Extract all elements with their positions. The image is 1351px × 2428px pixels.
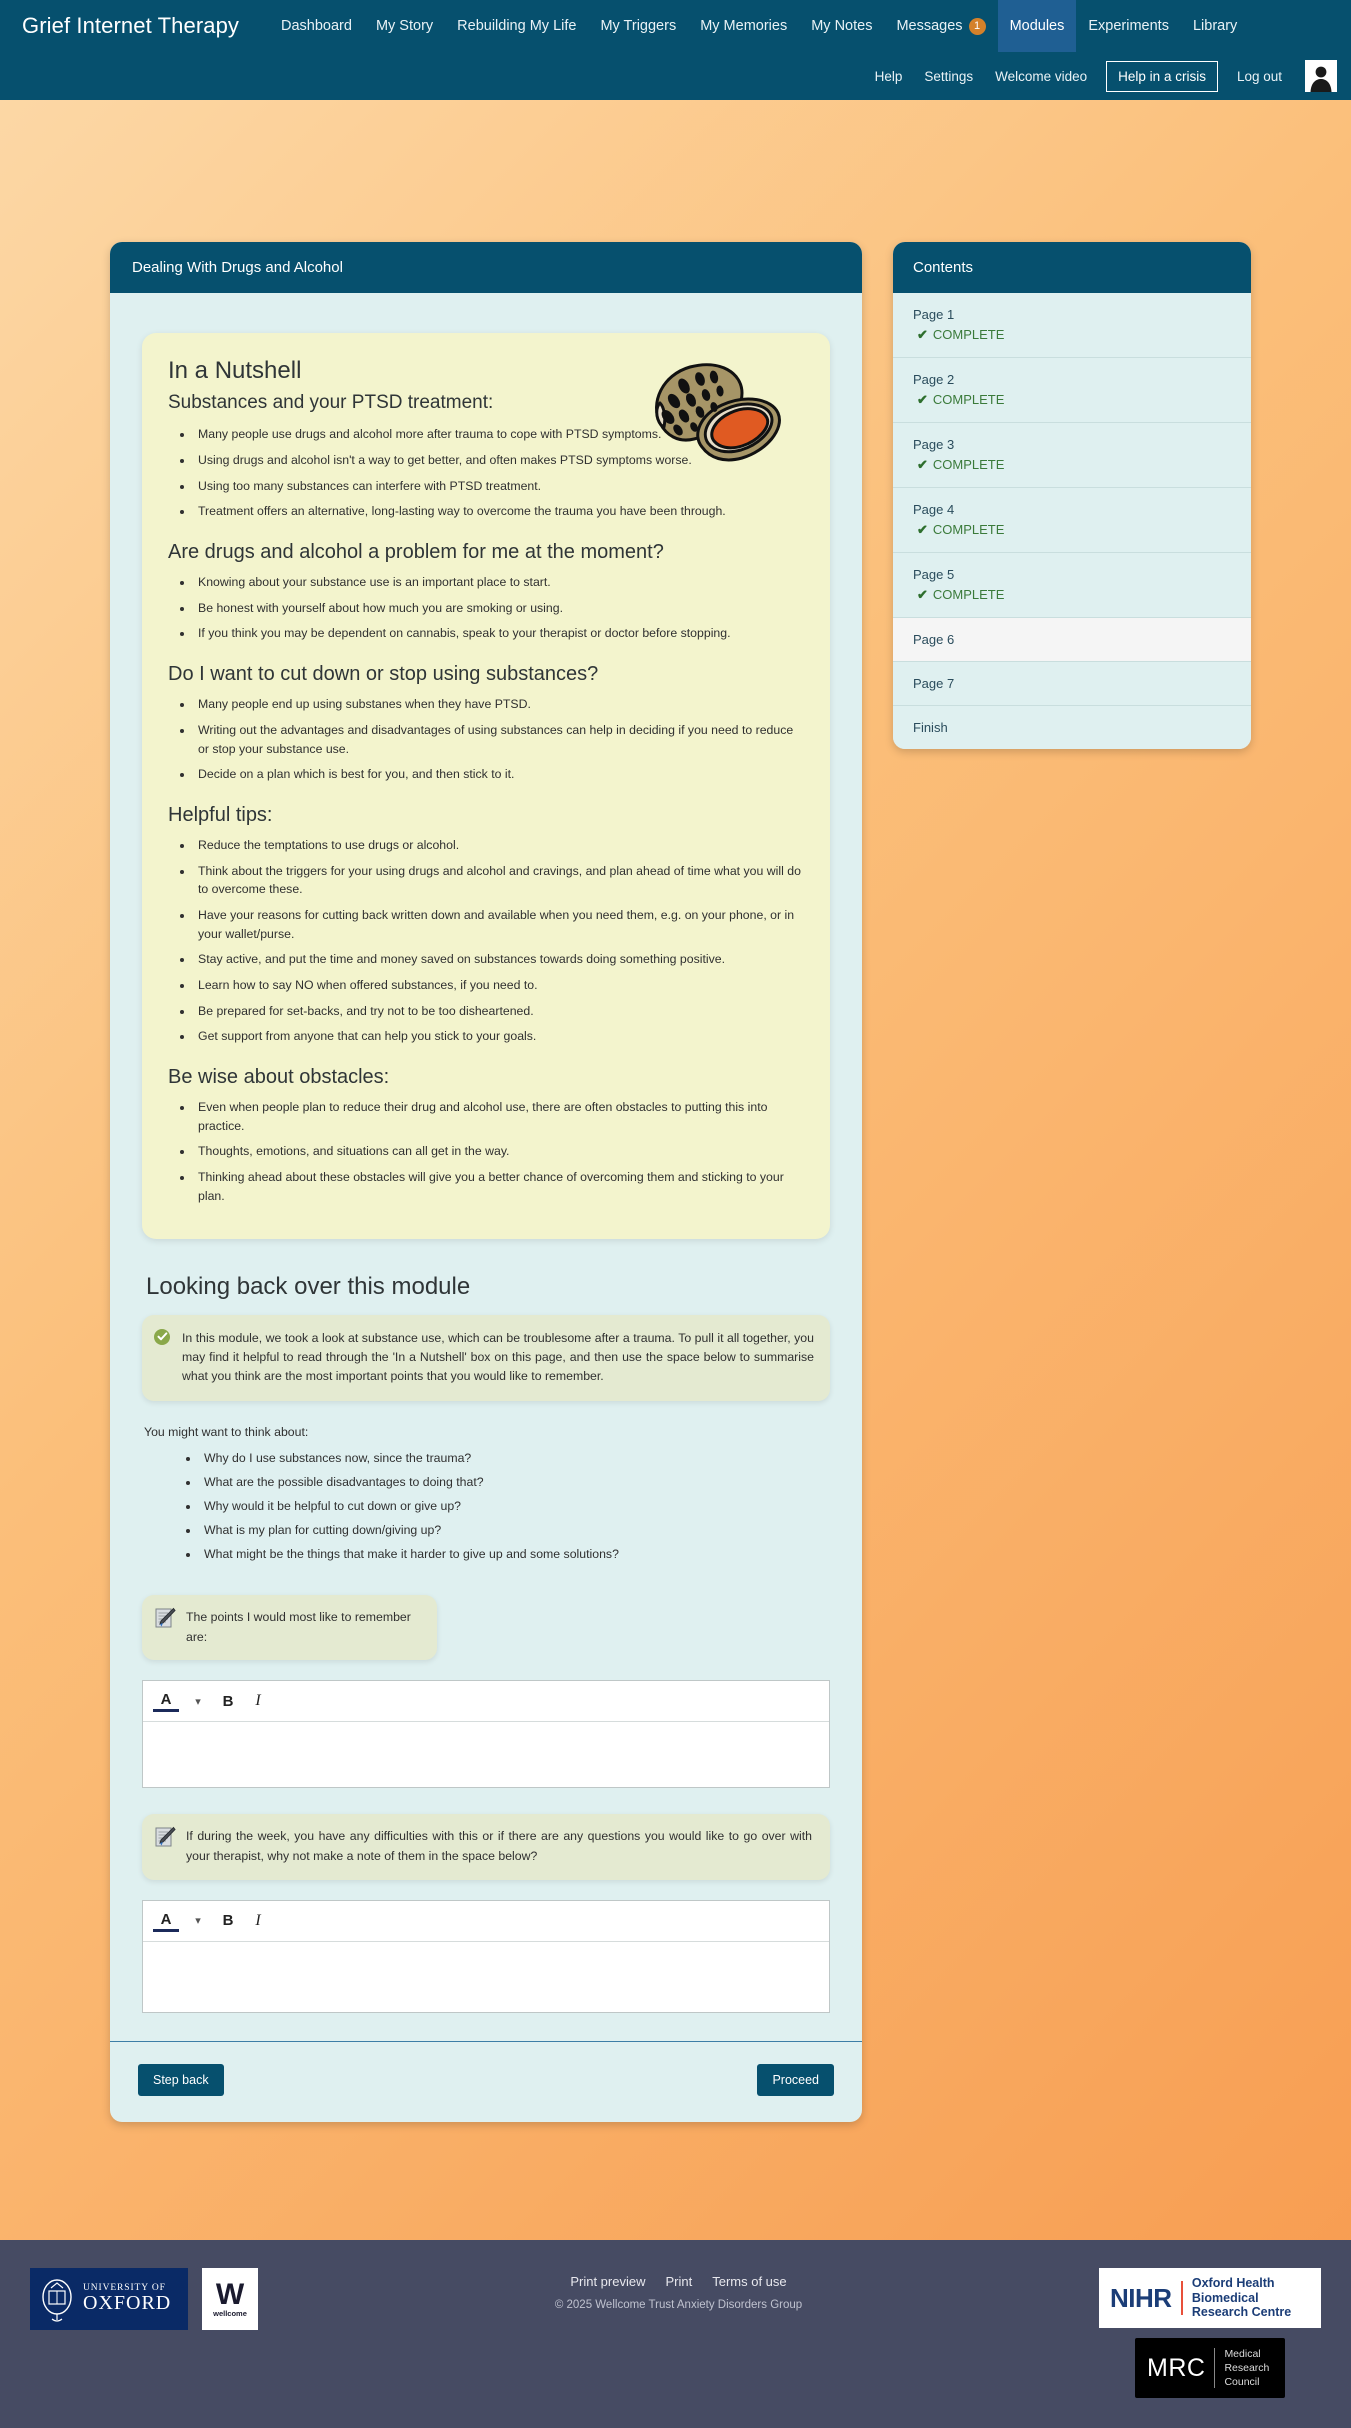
nav-link-my-memories[interactable]	[688, 0, 799, 52]
nutshell-bullet: • Many people use drugs and alcohol more after trauma to cope with PTSD symptoms.	[194, 425, 804, 444]
funder-logos-left	[30, 2268, 258, 2330]
contents-item-label: Page 4	[913, 502, 955, 517]
pencil-notepad-icon	[154, 1826, 176, 1848]
looking-back-info-text: In this module, we took a look at substance use, which can be troublesome after a trauma. To pull it all together, you may find it helpful to read through the 'In a Nutshell' box on this page, and then use the space below to summarise what you think are the most important points that you would like to remember.	[182, 1330, 814, 1384]
nav-link-modules[interactable]	[998, 0, 1077, 52]
contents-item-label: Finish	[913, 720, 948, 735]
chevron-down-icon[interactable]: ▾	[195, 1915, 201, 1928]
nutshell-sections	[168, 541, 804, 1205]
nutshell-bullet: • Treatment offers an alternative, long-lasting way to overcome the trauma you have been through.	[194, 502, 804, 521]
nutshell-bullet: • Have your reasons for cutting back written down and available when you need them, e.g. on your phone, or in your wallet/purse.	[194, 906, 804, 943]
cracked-nut-illustration	[642, 355, 802, 465]
page-footer	[0, 2240, 1351, 2428]
nutshell-bullet: • Writing out the advantages and disadvantages of using substances can help in deciding if you need to reduce or stop your substance use.	[194, 721, 804, 758]
think-about-list	[200, 1449, 830, 1564]
contents-item-finish[interactable]	[893, 706, 1251, 749]
nutshell-section-list	[194, 1098, 804, 1205]
think-about-item: • What are the possible disadvantages to doing that?	[200, 1473, 830, 1492]
contents-sidebar	[893, 242, 1251, 749]
nav-link-label: Modules	[1009, 18, 1065, 34]
module-card-title: Dealing With Drugs and Alcohol	[110, 242, 862, 293]
proceed-button[interactable]: Proceed	[757, 2064, 834, 2096]
contents-title: Contents	[893, 242, 1251, 293]
mrc-logo-mark: MRC	[1147, 2353, 1206, 2382]
primary-nav-row	[0, 0, 1351, 52]
nutshell-bullet: • Be prepared for set-backs, and try not to be too disheartened.	[194, 1002, 804, 1021]
app-brand-title: Grief Internet Therapy	[22, 13, 240, 38]
module-card-body	[110, 293, 862, 2013]
nutshell-bullet: • Many people end up using substanes when they have PTSD.	[194, 695, 804, 714]
nutshell-bullet: • Even when people plan to reduce their drug and alcohol use, there are often obstacles to putting this into practice.	[194, 1098, 804, 1135]
nutshell-section-heading: Are drugs and alcohol a problem for me at the moment?	[168, 541, 664, 564]
nutshell-section-list	[194, 836, 804, 1046]
page-body	[0, 100, 1351, 2240]
module-card-footer	[110, 2041, 862, 2122]
editor-1-toolbar	[143, 1681, 829, 1722]
nutshell-bullet: • Using drugs and alcohol isn't a way to get better, and often makes PTSD symptoms worse.	[194, 451, 804, 470]
nutshell-section-heading: Be wise about obstacles:	[168, 1066, 390, 1089]
green-check-circle-icon	[154, 1329, 170, 1345]
contents-item-page-7[interactable]	[893, 662, 1251, 706]
nutshell-bullet: • Get support from anyone that can help you stick to your goals.	[194, 1027, 804, 1046]
nihr-logo-sub-line1: Oxford Health Biomedical	[1191, 2276, 1275, 2305]
wellcome-logo-name: wellcome	[213, 2308, 247, 2318]
help-in-a-crisis-button[interactable]: Help in a crisis	[1106, 61, 1218, 92]
nav-link-label: My Memories	[700, 18, 788, 34]
contents-item-page-4[interactable]	[893, 488, 1251, 553]
nutshell-bullet: • Decide on a plan which is best for you, and then stick to it.	[194, 765, 804, 784]
check-icon: ✔	[917, 392, 928, 407]
contents-item-status-label: COMPLETE	[932, 392, 1005, 407]
italic-button[interactable]: I	[255, 1692, 261, 1710]
nav-link-label: Experiments	[1088, 18, 1169, 34]
editor-2-textarea[interactable]	[143, 1942, 829, 2012]
nutshell-bullet: • Be honest with yourself about how much you are smoking or using.	[194, 599, 804, 618]
pencil-notepad-icon	[154, 1607, 176, 1629]
nav-link-experiments[interactable]	[1076, 0, 1181, 52]
check-icon: ✔	[917, 327, 928, 342]
nutshell-heading: In a Nutshell	[168, 357, 302, 384]
nihr-logo-divider	[1181, 2281, 1183, 2315]
top-navigation-bar	[0, 0, 1351, 100]
nav-link-rebuilding-my-life[interactable]	[445, 0, 588, 52]
nutshell-bullet: • Thinking ahead about these obstacles will give you a better chance of overcoming them and sticking to your plan.	[194, 1168, 804, 1205]
nav-link-label: Rebuilding My Life	[457, 18, 577, 34]
footer-links	[258, 2274, 1099, 2289]
contents-item-status-label: COMPLETE	[932, 522, 1005, 537]
nutshell-section-heading: Do I want to cut down or stop using substances?	[168, 663, 599, 686]
nutshell-bullet: • Think about the triggers for your using drugs and alcohol and cravings, and plan ahead of time what you will do to overcome these.	[194, 862, 804, 899]
nutshell-section-list	[194, 695, 804, 784]
remember-points-prompt	[142, 1595, 437, 1660]
check-icon: ✔	[917, 457, 928, 472]
looking-back-info-box	[142, 1315, 830, 1401]
nutshell-bullet: • Knowing about your substance use is an important place to start.	[194, 573, 804, 592]
nihr-logo	[1099, 2268, 1321, 2328]
nutshell-bullet: • If you think you may be dependent on cannabis, speak to your therapist or doctor before stopping.	[194, 624, 804, 643]
mrc-logo-sub-line3: Council	[1224, 2376, 1260, 2389]
mrc-logo-sub-line1: Medical	[1224, 2347, 1261, 2360]
think-about-item: • Why would it be helpful to cut down or give up?	[200, 1497, 830, 1516]
university-of-oxford-logo	[30, 2268, 188, 2330]
footer-link-print-preview[interactable]: Print preview	[570, 2274, 646, 2289]
nav-link-my-triggers[interactable]	[588, 0, 688, 52]
nav-link-dashboard[interactable]	[269, 0, 364, 52]
nav-link-label: My Triggers	[600, 18, 677, 34]
italic-button[interactable]: I	[255, 1911, 261, 1929]
rich-text-editor-2	[142, 1900, 830, 2013]
contents-item-label: Page 3	[913, 437, 955, 452]
nav-link-label: My Story	[375, 18, 434, 34]
wellcome-trust-logo	[202, 2268, 258, 2330]
therapist-questions-prompt-text: If during the week, you have any difficulties with this or if there are any questions you would like to go over with your therapist, why not make a note of them in the space below?	[186, 1829, 812, 1864]
nav-link-label: Library	[1192, 18, 1238, 34]
contents-item-page-6[interactable]	[893, 618, 1251, 662]
nihr-logo-mark: NIHR	[1110, 2282, 1172, 2313]
nav-link-label: My Notes	[811, 18, 873, 34]
nav-link-label: Messages	[896, 18, 963, 34]
contents-item-page-3[interactable]	[893, 423, 1251, 488]
messages-count-badge: 1	[969, 18, 986, 35]
step-back-button[interactable]: Step back	[138, 2064, 224, 2096]
footer-link-terms-of-use[interactable]: Terms of use	[712, 2274, 787, 2289]
contents-item-status-label: COMPLETE	[932, 457, 1005, 472]
nutshell-bullet: • Using too many substances can interfere with PTSD treatment.	[194, 477, 804, 496]
think-about-item: • Why do I use substances now, since the trauma?	[200, 1449, 830, 1468]
rich-text-editor-1	[142, 1680, 830, 1788]
wellcome-logo-mark: W	[215, 2277, 245, 2311]
nav-secondary-settings[interactable]: Settings	[924, 68, 974, 84]
contents-item-label: Page 6	[913, 632, 955, 647]
secondary-nav-row	[0, 52, 1351, 100]
nutshell-bullet: • Thoughts, emotions, and situations can all get in the way.	[194, 1142, 804, 1161]
nav-secondary-welcome-video[interactable]: Welcome video	[995, 68, 1088, 84]
nutshell-section-list	[194, 573, 804, 643]
contents-item-status	[917, 457, 1231, 473]
module-content-card	[110, 242, 862, 2122]
secondary-nav-links	[864, 69, 1099, 84]
editor-2-toolbar	[143, 1901, 829, 1942]
footer-links-area	[258, 2268, 1099, 2311]
nav-secondary-help[interactable]: Help	[874, 68, 903, 84]
user-avatar-icon[interactable]	[1305, 60, 1337, 92]
contents-item-status	[917, 327, 1231, 343]
footer-copyright: © 2025 Wellcome Trust Anxiety Disorders Group	[554, 2299, 803, 2311]
contents-item-label: Page 2	[913, 372, 955, 387]
think-about-lead: You might want to think about:	[144, 1424, 309, 1439]
nutshell-bullet: • Stay active, and put the time and money saved on substances towards doing something positive.	[194, 950, 804, 969]
contents-item-page-5[interactable]	[893, 553, 1251, 618]
check-icon: ✔	[917, 587, 928, 602]
contents-item-page-1[interactable]	[893, 293, 1251, 358]
nutshell-lead-text: Substances and your PTSD treatment:	[168, 392, 494, 413]
mrc-logo-sub-line2: Research	[1224, 2361, 1270, 2374]
nutshell-section-heading: Helpful tips:	[168, 803, 273, 826]
nutshell-bullet: • Reduce the temptations to use drugs or alcohol.	[194, 836, 804, 855]
contents-item-status-label: COMPLETE	[932, 587, 1005, 602]
nav-link-library[interactable]	[1181, 0, 1249, 52]
nav-link-messages[interactable]	[884, 0, 997, 52]
check-icon: ✔	[917, 522, 928, 537]
mrc-logo-divider	[1214, 2348, 1215, 2388]
contents-item-status-label: COMPLETE	[932, 327, 1005, 342]
remember-points-prompt-text: The points I would most like to remember are:	[186, 1610, 411, 1644]
funder-logos-right	[1099, 2268, 1321, 2398]
contents-item-status	[917, 392, 1231, 408]
font-color-button[interactable]: A	[153, 1690, 179, 1712]
primary-nav-links	[269, 0, 1249, 52]
think-about-item: • What is my plan for cutting down/giving up?	[200, 1521, 830, 1540]
footer-link-print[interactable]: Print	[665, 2274, 693, 2289]
nihr-logo-sub-line2: Research Centre	[1191, 2305, 1292, 2320]
font-color-button[interactable]: A	[153, 1910, 179, 1932]
contents-list	[893, 293, 1251, 749]
bold-button[interactable]: B	[222, 1692, 234, 1710]
nav-link-my-story[interactable]	[364, 0, 445, 52]
oxford-logo-line1: UNIVERSITY OF	[83, 2282, 166, 2293]
nutshell-bullet: • Learn how to say NO when offered substances, if you need to.	[194, 976, 804, 995]
looking-back-title: Looking back over this module	[146, 1272, 471, 1300]
therapist-questions-prompt	[142, 1814, 830, 1879]
contents-item-page-2[interactable]	[893, 358, 1251, 423]
oxford-logo-line2: OXFORD	[83, 2292, 172, 2315]
bold-button[interactable]: B	[222, 1912, 234, 1930]
mrc-logo	[1135, 2338, 1285, 2398]
think-about-item: • What might be the things that make it harder to give up and some solutions?	[200, 1545, 830, 1564]
nav-link-my-notes[interactable]	[799, 0, 884, 52]
in-a-nutshell-box	[142, 333, 830, 1239]
chevron-down-icon[interactable]: ▾	[195, 1695, 201, 1708]
contents-item-label: Page 7	[913, 676, 955, 691]
editor-1-textarea[interactable]	[143, 1722, 829, 1787]
nav-link-label: Dashboard	[281, 18, 352, 34]
contents-item-status	[917, 522, 1231, 538]
contents-item-label: Page 1	[913, 307, 955, 322]
contents-item-status	[917, 587, 1231, 603]
contents-item-label: Page 5	[913, 567, 955, 582]
logout-link[interactable]: Log out	[1236, 68, 1282, 84]
